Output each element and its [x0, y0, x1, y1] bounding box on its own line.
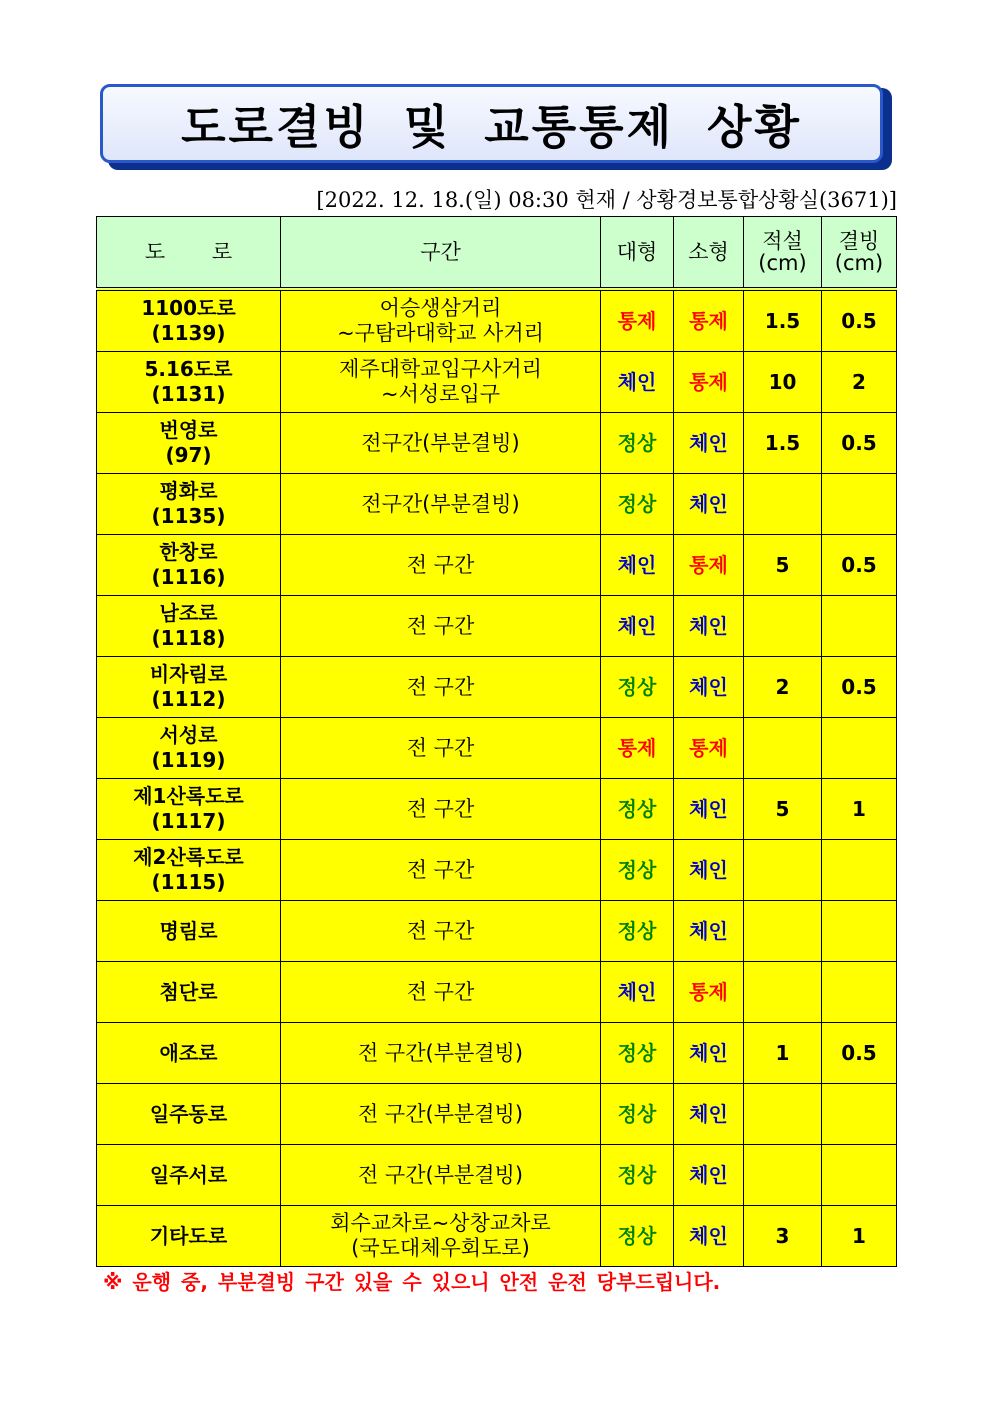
section-text: 전 구간: [406, 674, 475, 699]
road-cell: [97, 289, 281, 352]
large-status-text: 정상: [617, 674, 657, 699]
large-vehicle-status: [601, 352, 674, 413]
section-text: 회수교차로~상창교차로: [330, 1211, 551, 1235]
snow-depth-cell: [744, 352, 822, 413]
table-row: [97, 779, 897, 840]
ice-depth-cell: [822, 840, 897, 901]
road-name: 1100도로: [141, 296, 236, 320]
small-status-text: 통제: [689, 552, 728, 577]
section-cell: [281, 901, 601, 962]
section-text: 전구간(부분결빙): [361, 430, 520, 455]
table-body: [97, 289, 897, 1267]
large-status-text: 정상: [617, 796, 657, 821]
small-vehicle-status: [674, 657, 744, 718]
section-text: 전 구간: [406, 796, 475, 821]
ice-depth-value: 0.5: [841, 430, 877, 455]
table-row: [97, 657, 897, 718]
ice-depth-value: 0.5: [841, 1040, 877, 1065]
table-row: [97, 413, 897, 474]
section-text: 어승생삼거리: [379, 296, 502, 320]
small-status-text: 체인: [689, 674, 728, 699]
section-text: 전 구간(부분결빙): [357, 1040, 524, 1065]
header-section: 구간: [281, 217, 601, 290]
road-cell: [97, 657, 281, 718]
section-cell: [281, 962, 601, 1023]
section-text: 전 구간: [406, 918, 475, 943]
section-text: 전 구간: [406, 979, 475, 1004]
road-name: 애조로: [159, 1040, 218, 1065]
small-vehicle-status: [674, 962, 744, 1023]
snow-depth-cell: [744, 535, 822, 596]
small-status-text: 통제: [689, 979, 728, 1004]
road-number: (1135): [151, 504, 226, 528]
table-header-row: [97, 217, 897, 290]
title-box: [100, 84, 883, 163]
large-vehicle-status: [601, 474, 674, 535]
table-row: [97, 596, 897, 657]
road-name: 5.16도로: [144, 357, 233, 381]
large-vehicle-status: [601, 718, 674, 779]
ice-depth-cell: [822, 718, 897, 779]
section-cell: [281, 1084, 601, 1145]
snow-depth-cell: [744, 1023, 822, 1084]
road-number: (1117): [151, 809, 226, 833]
ice-depth-cell: [822, 474, 897, 535]
large-status-text: 체인: [617, 552, 657, 577]
table-row: [97, 1206, 897, 1267]
road-number: (1139): [151, 321, 226, 345]
header-road: 도 로: [97, 217, 281, 290]
ice-depth-cell: [822, 1145, 897, 1206]
table-row: [97, 352, 897, 413]
large-vehicle-status: [601, 596, 674, 657]
page-title: 도로결빙 및 교통통제 상황: [181, 99, 802, 154]
table-row: [97, 901, 897, 962]
road-name: 남조로: [159, 601, 218, 625]
road-name: 첨단로: [159, 979, 218, 1004]
large-status-text: 통제: [617, 308, 657, 333]
large-vehicle-status: [601, 779, 674, 840]
section-text: 전 구간: [406, 735, 475, 760]
road-cell: [97, 352, 281, 413]
large-vehicle-status: [601, 413, 674, 474]
large-status-text: 정상: [617, 1101, 657, 1126]
table-row: [97, 962, 897, 1023]
large-status-text: 정상: [617, 918, 657, 943]
small-status-text: 체인: [689, 1101, 728, 1126]
road-name: 명림로: [159, 918, 218, 943]
road-cell: [97, 1023, 281, 1084]
ice-depth-cell: [822, 1023, 897, 1084]
road-number: (1116): [151, 565, 226, 589]
small-status-text: 체인: [689, 491, 728, 516]
small-status-text: 체인: [689, 1223, 728, 1248]
section-cell: [281, 474, 601, 535]
road-number: (97): [165, 443, 212, 467]
small-vehicle-status: [674, 1145, 744, 1206]
header-ice-depth: 결빙 (cm): [822, 217, 897, 290]
ice-depth-value: 0.5: [841, 674, 877, 699]
road-name: 비자림로: [149, 662, 228, 686]
ice-depth-cell: [822, 535, 897, 596]
ice-depth-value: 1: [852, 796, 866, 821]
small-status-text: 체인: [689, 918, 728, 943]
snow-depth-value: 5: [775, 796, 790, 821]
ice-depth-cell: [822, 962, 897, 1023]
ice-depth-cell: [822, 901, 897, 962]
road-name: 일주서로: [149, 1162, 228, 1187]
road-number: (1118): [151, 626, 226, 650]
small-status-text: 체인: [689, 857, 728, 882]
large-vehicle-status: [601, 657, 674, 718]
small-vehicle-status: [674, 718, 744, 779]
table-row: [97, 474, 897, 535]
road-cell: [97, 901, 281, 962]
small-vehicle-status: [674, 840, 744, 901]
large-vehicle-status: [601, 535, 674, 596]
road-name: 제2산록도로: [133, 845, 244, 869]
road-cell: [97, 840, 281, 901]
road-cell: [97, 413, 281, 474]
section-text: ~서성로입구: [380, 382, 501, 406]
snow-depth-cell: [744, 718, 822, 779]
small-status-text: 통제: [689, 735, 728, 760]
section-text: 전 구간: [406, 857, 475, 882]
section-cell: [281, 1145, 601, 1206]
section-cell: [281, 1206, 601, 1267]
large-status-text: 정상: [617, 1040, 657, 1065]
section-text: 제주대학교입구사거리: [339, 357, 542, 381]
small-vehicle-status: [674, 535, 744, 596]
ice-depth-value: 1: [852, 1223, 866, 1248]
header-large-vehicle: 대형: [601, 217, 674, 290]
large-vehicle-status: [601, 289, 674, 352]
section-cell: [281, 413, 601, 474]
snow-depth-cell: [744, 474, 822, 535]
ice-depth-cell: [822, 289, 897, 352]
ice-depth-value: 2: [852, 369, 866, 394]
ice-depth-cell: [822, 1206, 897, 1267]
snow-depth-cell: [744, 1084, 822, 1145]
large-vehicle-status: [601, 840, 674, 901]
table-row: [97, 1023, 897, 1084]
small-vehicle-status: [674, 901, 744, 962]
road-cell: [97, 1084, 281, 1145]
ice-depth-value: 0.5: [841, 308, 877, 333]
large-status-text: 정상: [617, 491, 657, 516]
large-status-text: 정상: [617, 857, 657, 882]
small-vehicle-status: [674, 1084, 744, 1145]
section-cell: [281, 840, 601, 901]
small-vehicle-status: [674, 352, 744, 413]
snow-depth-cell: [744, 657, 822, 718]
large-status-text: 정상: [617, 1162, 657, 1187]
header-snow-depth: 적설 (cm): [744, 217, 822, 290]
road-name: 서성로: [159, 723, 218, 747]
section-cell: [281, 289, 601, 352]
section-cell: [281, 352, 601, 413]
small-vehicle-status: [674, 1023, 744, 1084]
road-number: (1119): [151, 748, 226, 772]
road-number: (1115): [151, 870, 226, 894]
snow-depth-cell: [744, 289, 822, 352]
snow-depth-cell: [744, 779, 822, 840]
snow-depth-value: 1.5: [764, 430, 801, 455]
table-row: [97, 840, 897, 901]
snow-depth-cell: [744, 1145, 822, 1206]
header-small-vehicle: 소형: [674, 217, 744, 290]
ice-depth-value: 0.5: [841, 552, 877, 577]
small-vehicle-status: [674, 474, 744, 535]
report-timestamp: [2022. 12. 18.(일) 08:30 현재 / 상황경보통합상황실(3671)]: [316, 188, 897, 212]
ice-depth-cell: [822, 596, 897, 657]
road-cell: [97, 962, 281, 1023]
large-vehicle-status: [601, 1145, 674, 1206]
large-status-text: 통제: [617, 735, 657, 760]
snow-depth-cell: [744, 596, 822, 657]
large-status-text: 정상: [617, 1223, 657, 1248]
snow-depth-value: 1.5: [764, 308, 801, 333]
road-name: 기타도로: [149, 1223, 228, 1248]
section-cell: [281, 1023, 601, 1084]
road-cell: [97, 474, 281, 535]
small-status-text: 체인: [689, 796, 728, 821]
table-row: [97, 718, 897, 779]
snow-depth-value: 5: [775, 552, 790, 577]
table-row: [97, 1084, 897, 1145]
road-cell: [97, 1206, 281, 1267]
road-name: 일주동로: [149, 1101, 228, 1126]
ice-depth-cell: [822, 1084, 897, 1145]
ice-depth-cell: [822, 657, 897, 718]
large-status-text: 체인: [617, 369, 657, 394]
large-vehicle-status: [601, 1206, 674, 1267]
snow-depth-cell: [744, 901, 822, 962]
large-status-text: 체인: [617, 979, 657, 1004]
ice-depth-cell: [822, 352, 897, 413]
section-text: ~구탐라대학교 사거리: [337, 321, 544, 345]
small-vehicle-status: [674, 779, 744, 840]
ice-depth-cell: [822, 413, 897, 474]
road-name: 번영로: [159, 418, 218, 442]
snow-depth-cell: [744, 1206, 822, 1267]
small-status-text: 체인: [689, 1040, 728, 1065]
snow-depth-value: 2: [775, 674, 790, 699]
snow-depth-value: 1: [775, 1040, 790, 1065]
road-cell: [97, 1145, 281, 1206]
road-name: 한창로: [159, 540, 218, 564]
section-text: 전 구간(부분결빙): [357, 1162, 524, 1187]
section-text: (국도대체우회도로): [351, 1236, 530, 1260]
small-vehicle-status: [674, 596, 744, 657]
road-number: (1131): [151, 382, 226, 406]
large-status-text: 체인: [617, 613, 657, 638]
small-vehicle-status: [674, 413, 744, 474]
section-text: 전 구간(부분결빙): [357, 1101, 524, 1126]
road-name: 평화로: [159, 479, 218, 503]
small-status-text: 통제: [689, 308, 728, 333]
road-cell: [97, 596, 281, 657]
table-row: [97, 535, 897, 596]
road-cell: [97, 718, 281, 779]
section-text: 전 구간: [406, 613, 475, 638]
section-cell: [281, 596, 601, 657]
ice-depth-cell: [822, 779, 897, 840]
large-vehicle-status: [601, 1023, 674, 1084]
snow-depth-cell: [744, 413, 822, 474]
section-cell: [281, 718, 601, 779]
snow-depth-cell: [744, 962, 822, 1023]
road-name: 제1산록도로: [133, 784, 244, 808]
road-cell: [97, 535, 281, 596]
road-cell: [97, 779, 281, 840]
small-vehicle-status: [674, 289, 744, 352]
snow-depth-value: 3: [775, 1223, 790, 1248]
section-cell: [281, 657, 601, 718]
table-row: [97, 1145, 897, 1206]
small-vehicle-status: [674, 1206, 744, 1267]
snow-depth-cell: [744, 840, 822, 901]
section-cell: [281, 779, 601, 840]
large-vehicle-status: [601, 901, 674, 962]
snow-depth-value: 10: [768, 369, 797, 394]
large-status-text: 정상: [617, 430, 657, 455]
small-status-text: 체인: [689, 430, 728, 455]
large-vehicle-status: [601, 962, 674, 1023]
section-text: 전구간(부분결빙): [361, 491, 520, 516]
safety-notice: ※ 운행 중, 부분결빙 구간 있을 수 있으니 안전 운전 당부드립니다.: [103, 1270, 721, 1294]
table-row: [97, 289, 897, 352]
small-status-text: 체인: [689, 613, 728, 638]
large-vehicle-status: [601, 1084, 674, 1145]
road-status-table: [96, 216, 897, 1267]
section-text: 전 구간: [406, 552, 475, 577]
small-status-text: 통제: [689, 369, 728, 394]
small-status-text: 체인: [689, 1162, 728, 1187]
road-number: (1112): [151, 687, 226, 711]
section-cell: [281, 535, 601, 596]
